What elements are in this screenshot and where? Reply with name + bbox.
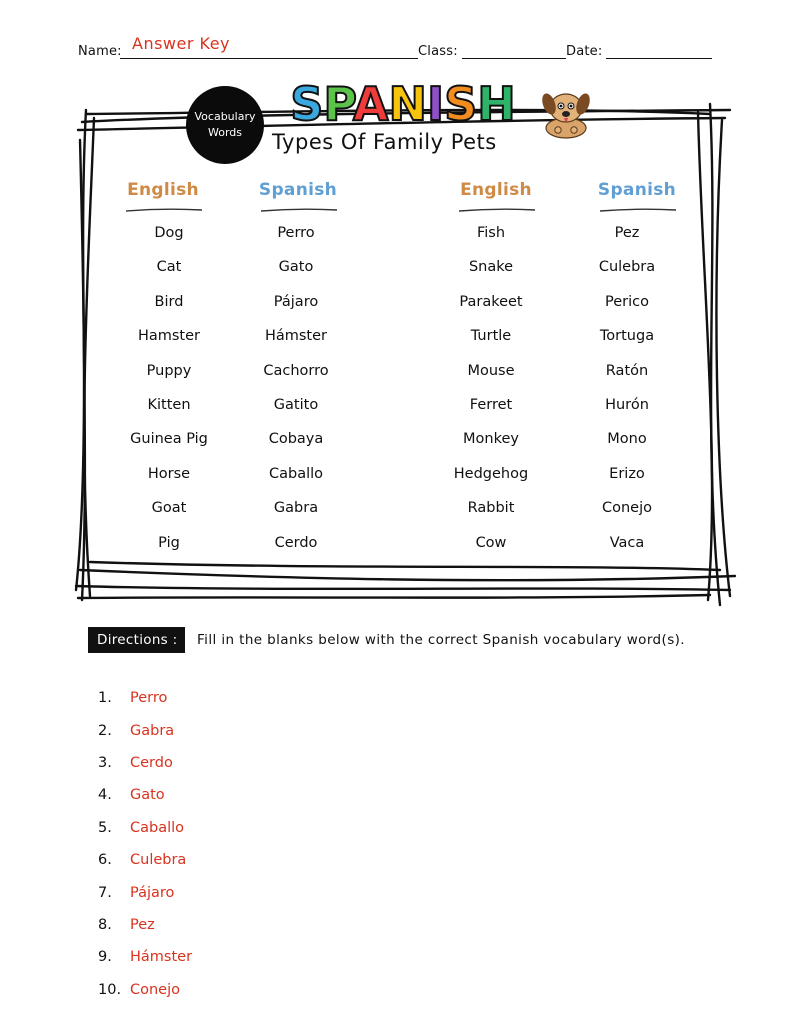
vocab-word: Ferret — [469, 396, 513, 413]
title-letter: H — [477, 78, 516, 130]
vocab-word: Erizo — [609, 465, 645, 482]
english-words-right — [431, 222, 551, 566]
vocab-word: Cobaya — [268, 431, 324, 448]
answer-text[interactable]: Pájaro — [130, 884, 175, 901]
answer-text[interactable]: Hámster — [130, 949, 193, 966]
directions-text: Fill in the blanks below with the correct Spanish vocabulary word(s). — [197, 632, 685, 648]
vocab-word: Hedgehog — [453, 465, 529, 482]
badge-line-1: Vocabulary — [194, 110, 256, 123]
vocab-word: Tortuga — [599, 328, 655, 345]
title-letter: I — [426, 78, 445, 130]
vocab-word: Cachorro — [263, 362, 329, 379]
item-number: 1. — [98, 690, 112, 707]
page-subtitle: Types Of Family Pets — [272, 130, 497, 154]
vocab-word: Caballo — [268, 465, 324, 482]
vocab-word: Parakeet — [459, 293, 523, 310]
vocab-word: Hurón — [605, 396, 649, 413]
answer-text[interactable]: Perro — [130, 690, 168, 707]
vocabulary-badge — [186, 86, 264, 164]
underline-decoration — [457, 206, 537, 214]
class-blank[interactable] — [462, 58, 566, 59]
answer-key-text: Answer Key — [132, 34, 231, 53]
answer-list — [98, 682, 398, 1006]
vocab-word: Pájaro — [273, 293, 319, 310]
list-item — [98, 974, 398, 1006]
vocab-word: Horse — [147, 465, 191, 482]
vocab-word: Turtle — [470, 328, 512, 345]
list-item — [98, 714, 398, 746]
vocab-word: Hámster — [264, 328, 328, 345]
vocab-word: Monkey — [463, 431, 519, 448]
vocab-word: Conejo — [601, 500, 652, 517]
english-header-right: English — [460, 180, 532, 200]
list-item — [98, 812, 398, 844]
answer-text[interactable]: Cerdo — [130, 754, 173, 771]
item-number: 2. — [98, 722, 112, 739]
badge-line-2: Words — [207, 126, 242, 139]
name-blank[interactable] — [120, 58, 418, 59]
dog-icon — [536, 84, 596, 140]
answer-text[interactable]: Caballo — [130, 819, 185, 836]
vocab-word: Perro — [277, 225, 315, 241]
list-item — [98, 876, 398, 908]
vocab-word: Cat — [156, 259, 182, 276]
date-blank[interactable] — [606, 58, 712, 59]
vocab-word: Culebra — [598, 259, 656, 276]
vocab-word: Perico — [605, 293, 649, 310]
list-item — [98, 682, 398, 714]
title-letter: A — [352, 78, 389, 130]
english-header-left: English — [127, 180, 199, 200]
title-letter: S — [444, 78, 478, 130]
vocab-word: Cerdo — [274, 534, 318, 551]
vocab-word: Dog — [154, 225, 184, 241]
spanish-title-logo — [283, 78, 523, 130]
list-item — [98, 909, 398, 941]
spanish-words-right — [567, 222, 687, 566]
underline-decoration — [598, 206, 678, 214]
vocab-word: Puppy — [146, 362, 192, 379]
spanish-words-left — [236, 222, 356, 566]
title-letter: S — [290, 78, 324, 130]
directions-label: Directions : — [88, 627, 185, 653]
vocab-word: Fish — [476, 225, 506, 241]
answer-text[interactable]: Gato — [130, 787, 165, 804]
vocab-word: Gabra — [273, 500, 319, 517]
item-number: 8. — [98, 916, 112, 933]
answer-text[interactable]: Pez — [130, 916, 155, 933]
item-number: 7. — [98, 884, 112, 901]
item-number: 9. — [98, 949, 112, 966]
vocab-word: Goat — [151, 500, 187, 517]
spanish-header-right: Spanish — [597, 180, 677, 200]
list-item — [98, 844, 398, 876]
english-words-left — [109, 222, 229, 566]
answer-text[interactable]: Culebra — [130, 852, 187, 869]
vocab-word: Guinea Pig — [130, 431, 208, 448]
spanish-header-left: Spanish — [258, 180, 338, 200]
underline-decoration — [259, 206, 339, 214]
item-number: 5. — [98, 819, 112, 836]
name-label: Name: — [78, 44, 122, 59]
answer-text[interactable]: Conejo — [130, 981, 181, 998]
vocab-word: Ratón — [605, 362, 649, 379]
vocab-word: Pig — [158, 534, 180, 551]
list-item — [98, 747, 398, 779]
item-number: 6. — [98, 852, 112, 869]
list-item — [98, 941, 398, 973]
title-letter: P — [323, 78, 353, 130]
list-item — [98, 779, 398, 811]
vocab-word: Snake — [468, 259, 514, 276]
vocab-word: Mouse — [467, 362, 515, 379]
vocab-word: Cow — [475, 534, 507, 551]
vocab-word: Mono — [607, 431, 647, 448]
vocab-word: Kitten — [147, 396, 191, 413]
vocab-word: Hamster — [137, 328, 201, 345]
title-letter: N — [388, 78, 427, 130]
item-number: 10. — [98, 981, 122, 998]
spanish-title-text — [290, 78, 516, 130]
vocab-word: Gatito — [273, 396, 319, 413]
vocab-word: Gato — [278, 259, 314, 276]
date-label: Date: — [566, 44, 603, 59]
vocab-word: Bird — [154, 293, 184, 310]
vocab-word: Pez — [614, 225, 640, 241]
underline-decoration — [124, 206, 204, 214]
item-number: 4. — [98, 787, 112, 804]
vocab-word: Vaca — [609, 534, 645, 551]
item-number: 3. — [98, 754, 112, 771]
answer-text[interactable]: Gabra — [130, 722, 175, 739]
class-label: Class: — [418, 44, 458, 59]
vocab-word: Rabbit — [467, 500, 515, 517]
